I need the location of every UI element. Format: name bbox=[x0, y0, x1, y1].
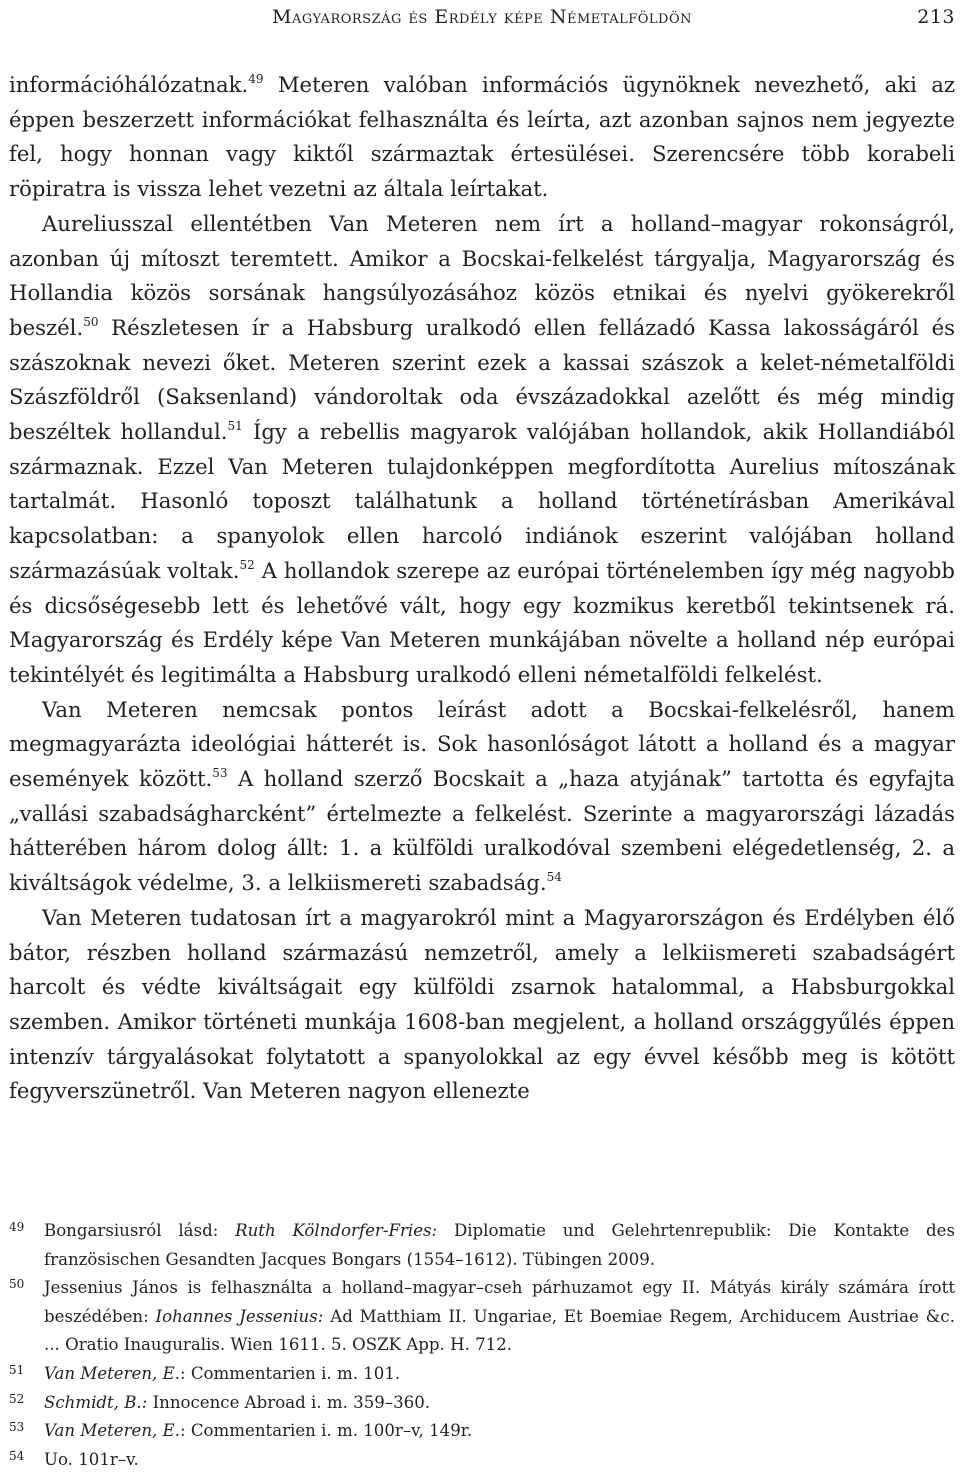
footnote-text: Innocence Abroad i. m. 359–360. bbox=[147, 1392, 431, 1412]
text-run: Meteren valóban információs ügynöknek nevezhető, aki az éppen beszerzett információkat felhasználta és leírta, azt azonban sajnos nem jegyezte fel, hogy honnan vagy kiktől származtak értesülései. Szerencsére több korabeli röpiratra is vissza lehet vezetni az általa leírtakat. bbox=[9, 72, 955, 202]
footnote-number: 50 bbox=[9, 1277, 25, 1292]
footnote-number: 54 bbox=[9, 1448, 25, 1463]
footnotes bbox=[9, 1217, 955, 1474]
footnote-author: Ruth Kölndorfer-Fries: bbox=[235, 1221, 438, 1240]
footnote-author: Iohannes Jessenius: bbox=[155, 1306, 324, 1326]
paragraph-2 bbox=[9, 207, 955, 693]
running-header bbox=[9, 2, 955, 32]
footnote bbox=[9, 1446, 955, 1475]
text-run: információhálózatnak. bbox=[9, 72, 249, 97]
footnote-number: 52 bbox=[9, 1391, 25, 1406]
footnote bbox=[9, 1274, 955, 1360]
footnote-text: Jessenius János is felhasználta a holland–magyar–cseh párhuzamot egy II. Mátyás király számára írott beszédében: bbox=[44, 1278, 955, 1326]
running-title: Magyarország és Erdély képe Németalföldön bbox=[271, 6, 692, 28]
footnote bbox=[9, 1360, 955, 1389]
footnote-text: : Commentarien i. m. 101. bbox=[180, 1363, 401, 1383]
text-run: Így a rebellis magyarok valójában hollandok, akik Hollandiából származnak. Ezzel Van Meteren tulajdonképpen megfordította Aurelius mítoszának tartalmát. Hasonló toposzt találhatunk a holland történetírásban Amerikával kapcsolatban: a spanyolok ellen harcoló indiánok eszerint valójában holland származásúak voltak. bbox=[9, 419, 955, 583]
main-text bbox=[9, 68, 955, 1109]
footnote-author: Van Meteren, E. bbox=[44, 1363, 180, 1383]
paragraph-1 bbox=[9, 68, 955, 207]
text-run: Van Meteren tudatosan írt a magyarokról mint a Magyarországon és Erdélyben élő bátor, részben holland származású nemzetről, amely a lelkiismеreti szabadságért harcolt és védte kiváltságait egy külföldi zsarnok hatalommal, a Habsburgokkal szemben. Amikor történeti munkája 1608-ban megjelent, a holland országgyűlés éppen intenzív tárgyalásokat folytatott a spanyolokkal az egy évvel később meg is kötött fegyverszünetről. Van Meteren nagyon ellenezte bbox=[9, 904, 955, 1104]
text-run: A holland szerző Bocskait a „haza atyjának” tartotta és egyfajta „vallási szabadságharcként” értelmezte a felkelést. Szerinte a magyarországi lázadás hátterében három dolog állt: 1. a külföldi uralkodóval szembeni elégedetlenség, 2. a kiváltságok védelme, 3. a lelkiismereti szabadság. bbox=[9, 766, 955, 896]
footnote-text: Bongarsiusról lásd: bbox=[44, 1221, 236, 1240]
footnote-text: Uo. 101r–v. bbox=[44, 1449, 139, 1469]
text-run: Részletesen ír a Habsburg uralkodó ellen fellázadó Kassa lakosságáról és szászoknak nevezi őket. Meteren szerint ezek a kassai szászok a kelet-németalföldi Szászföldről (Saksenland) vándoroltak oda évszázadokkal azelőtt és még mindig beszéltek hollandul. bbox=[9, 314, 955, 445]
footnote-ref[interactable]: 50 bbox=[83, 314, 99, 329]
footnote-ref[interactable]: 54 bbox=[546, 870, 562, 885]
footnote-ref[interactable]: 52 bbox=[239, 557, 255, 572]
footnote bbox=[9, 1217, 955, 1274]
footnote-text: Diplomatie und Gelehrtenrepublik: Die Kontakte des französischen Gesandten Jacques Bongars (1554–1612). Tübingen 2009. bbox=[44, 1221, 955, 1269]
footnote-text: Ad Matthiam II. Ungariae, Et Boemiae Regem, Archiducem Austriae &c. ... Oratio Inauguralis. Wien 1611. 5. OSZK App. H. 712. bbox=[44, 1306, 955, 1355]
footnote bbox=[9, 1417, 955, 1446]
footnote-number: 51 bbox=[9, 1362, 25, 1377]
text-run: Aureliusszal ellentétben Van Meteren nem írt a holland–magyar rokonságról, azonban új mítoszt teremtett. Amikor a Bocskai-felkelést tárgyalja, Magyarország és Hollandia közös sorsának hangsúlyozásához közös etnikai és nyelvi gyökerekről beszél. bbox=[9, 210, 955, 340]
footnote-ref[interactable]: 51 bbox=[227, 419, 243, 434]
footnote-number: 49 bbox=[9, 1220, 25, 1234]
paragraph-4 bbox=[9, 901, 955, 1109]
footnote-author: Van Meteren, E. bbox=[44, 1421, 180, 1441]
footnote-ref[interactable]: 49 bbox=[248, 72, 264, 86]
page-number: 213 bbox=[917, 6, 955, 28]
footnote-author: Schmidt, B.: bbox=[44, 1392, 148, 1412]
footnote bbox=[9, 1389, 955, 1418]
footnote-number: 53 bbox=[9, 1420, 25, 1435]
footnote-text: : Commentarien i. m. 100r–v, 149r. bbox=[180, 1421, 473, 1441]
text-run: A hollandok szerepe az európai történelemben így még nagyobb és dicsőségesebb lett és lehetővé vált, hogy egy kozmikus keretből tekintsenek rá. Magyarország és Erdély képe Van Meteren munkájában növelte a holland nép európai tekintélyét és legitimálta a Habsburg uralkodó elleni németalföldi felkelést. bbox=[9, 557, 955, 687]
footnote-ref[interactable]: 53 bbox=[212, 766, 228, 781]
paragraph-3 bbox=[9, 693, 955, 901]
text-run: Van Meteren nemcsak pontos leírást adott a Bocskai-felkelésről, hanem megmagyarázta ideológiai hátterét is. Sok hasonlóságot látott a holland és a magyar események között. bbox=[9, 696, 955, 792]
